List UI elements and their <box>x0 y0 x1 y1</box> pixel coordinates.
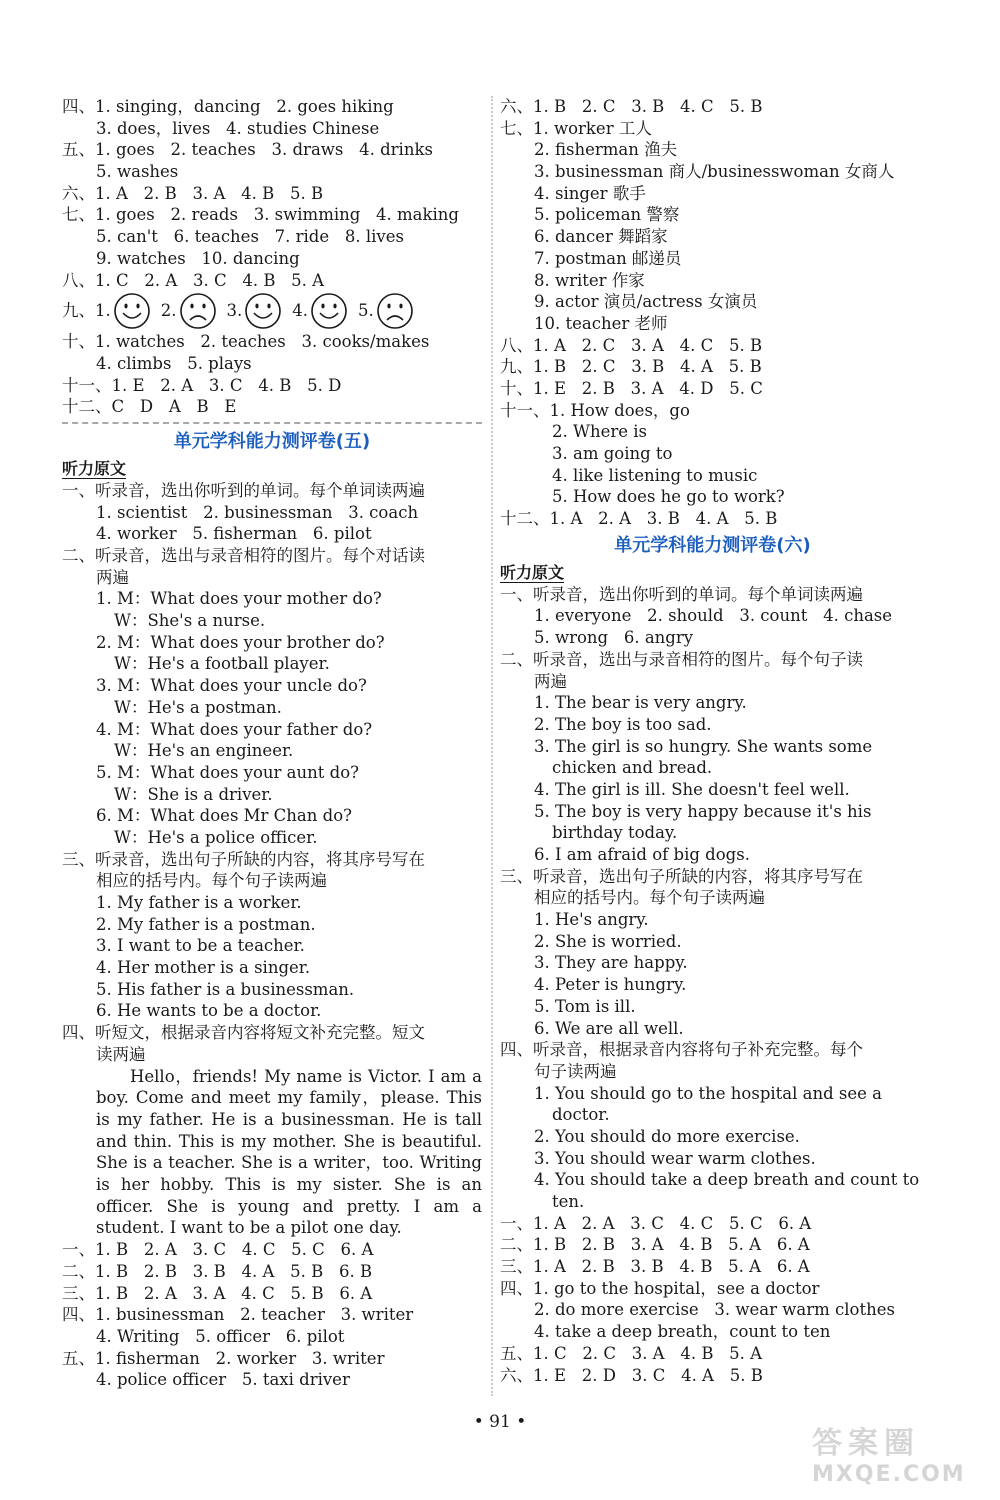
text-line: 两遍 <box>96 567 129 587</box>
faces-row <box>62 291 482 331</box>
text-line: 五、1. C 2. C 3. A 4. B 5. A <box>500 1343 763 1363</box>
text-line: 3. They are happy. <box>534 953 688 973</box>
face-item <box>358 291 414 331</box>
face-number: 3. <box>226 301 243 321</box>
text-line: 3. I want to be a teacher. <box>96 936 305 956</box>
face-item <box>292 291 348 331</box>
text-line: 10. teacher 老师 <box>534 313 668 333</box>
text-line: 1. everyone 2. should 3. count 4. chase <box>534 606 893 626</box>
text-line: 3. does，lives 4. studies Chinese <box>96 118 380 138</box>
text-line: 九、1. B 2. C 3. B 4. A 5. B <box>500 357 762 377</box>
listening-script-5 <box>62 480 482 1066</box>
section-title-5: 单元学科能力测评卷(五) <box>173 430 371 452</box>
watermark-logo <box>812 1418 982 1488</box>
text-line: 4. singer 歌手 <box>534 183 646 203</box>
text-line: 1. scientist 2. businessman 3. coach <box>96 502 419 522</box>
text-line: 二、听录音，选出与录音相符的图片。每个句子读 <box>500 649 863 669</box>
smiley-face-icon <box>113 292 151 330</box>
text-line: 句子读两遍 <box>534 1061 617 1081</box>
text-line: 六、1. A 2. B 3. A 4. B 5. B <box>62 183 324 203</box>
text-line: 2. M：What does your brother do? <box>96 632 385 652</box>
sad-face-icon <box>376 292 414 330</box>
text-line: 十一、1. How does，go <box>500 400 690 420</box>
text-line: 相应的括号内。每个句子读两遍 <box>96 871 327 891</box>
text-line: 2. Where is <box>552 422 647 442</box>
text-line: 四、听短文，根据录音内容将短文补充完整。短文 <box>62 1023 425 1043</box>
text-line: W：He's a football player. <box>114 654 330 674</box>
text-line: 一、1. A 2. A 3. C 4. C 5. C 6. A <box>500 1213 812 1233</box>
text-line: 9. watches 10. dancing <box>96 248 300 268</box>
text-line: 十一、1. E 2. A 3. C 4. B 5. D <box>62 375 342 395</box>
text-line: 5. The boy is very happy because it's his <box>534 801 872 821</box>
text-line: 四、1. businessman 2. teacher 3. writer <box>62 1305 414 1325</box>
answers-unit5-cont <box>500 96 925 530</box>
section-title-6: 单元学科能力测评卷(六) <box>614 534 811 556</box>
text-line: 8. writer 作家 <box>534 270 645 290</box>
text-line: doctor. <box>552 1105 610 1125</box>
text-line: 6. dancer 舞蹈家 <box>534 227 668 247</box>
text-line: 3. am going to <box>552 444 673 463</box>
text-line: 2. My father is a postman. <box>96 914 316 934</box>
text-line: 3. The girl is so hungry. She wants some <box>534 736 873 756</box>
text-line: 3. businessman 商人/businesswoman 女商人 <box>534 162 895 182</box>
text-line: 1. The bear is very angry. <box>534 693 747 713</box>
text-line: 4. worker 5. fisherman 6. pilot <box>96 524 372 544</box>
text-line: 七、1. worker 工人 <box>500 118 652 138</box>
text-line: 一、1. B 2. A 3. C 4. C 5. C 6. A <box>62 1240 374 1260</box>
text-line: 4. Writing 5. officer 6. pilot <box>96 1326 345 1346</box>
text-line: 9. actor 演员/actress 女演员 <box>534 292 758 312</box>
watermark-top-text: 答案圈 <box>812 1426 920 1461</box>
text-line: 2. She is worried. <box>534 931 682 951</box>
listening-script-heading-6: 听力原文 <box>500 562 565 582</box>
text-line: 4. M：What does your father do? <box>96 719 373 739</box>
listening-script-6 <box>500 584 925 1386</box>
text-line: 3. M：What does your uncle do? <box>96 676 367 696</box>
section-divider <box>62 422 482 424</box>
text-line: 5. How does he go to work? <box>552 487 785 507</box>
text-line: 三、听录音，选出句子所缺的内容，将其序号写在 <box>500 866 863 886</box>
text-line: 4. like listening to music <box>552 465 758 485</box>
text-line: 一、听录音，选出你听到的单词。每个单词读两遍 <box>500 584 863 604</box>
text-line: 2. You should do more exercise. <box>534 1126 800 1146</box>
text-line: 1. M：What does your mother do? <box>96 589 382 609</box>
text-line: 3. You should wear warm clothes. <box>534 1148 816 1168</box>
text-line: W：He's a postman. <box>114 697 282 717</box>
text-line: 4. climbs 5. plays <box>96 353 252 373</box>
text-line: 1. My father is a worker. <box>96 893 302 912</box>
text-line: 四、1. singing，dancing 2. goes hiking <box>62 97 394 116</box>
text-line: 4. police officer 5. taxi driver <box>96 1370 350 1390</box>
text-line: 6. He wants to be a doctor. <box>96 1001 322 1021</box>
sad-face-icon <box>179 292 217 330</box>
face-number: 2. <box>160 301 177 321</box>
text-line: W：He's a police officer. <box>114 827 318 847</box>
text-line: 十二、C D A B E <box>62 397 237 417</box>
page-number: • 91 • <box>473 1412 527 1432</box>
watermark-bottom-text: MXQE.COM <box>812 1462 966 1487</box>
text-line: 三、1. A 2. B 3. B 4. B 5. A 6. A <box>500 1257 810 1277</box>
faces-prefix: 九、 <box>62 301 95 321</box>
text-line: 相应的括号内。每个句子读两遍 <box>534 888 765 908</box>
smiley-face-icon <box>310 292 348 330</box>
text-line: 4. take a deep breath，count to ten <box>534 1322 831 1342</box>
text-line: 十、1. watches 2. teaches 3. cooks/makes <box>62 332 430 352</box>
text-line: 5. His father is a businessman. <box>96 979 355 999</box>
text-line: 5. policeman 警察 <box>534 205 680 225</box>
text-line: 三、听录音，选出句子所缺的内容，将其序号写在 <box>62 849 425 869</box>
text-line: 六、1. B 2. C 3. B 4. C 5. B <box>500 97 763 116</box>
text-line: W：She's a nurse. <box>114 611 266 631</box>
text-line: ten. <box>552 1192 585 1211</box>
text-line: 六、1. E 2. D 3. C 4. A 5. B <box>500 1365 763 1385</box>
text-line: 6. M：What does Mr Chan do? <box>96 806 352 826</box>
face-number: 5. <box>358 301 374 321</box>
text-line: 十、1. E 2. B 3. A 4. D 5. C <box>500 378 763 398</box>
text-line: 七、1. goes 2. reads 3. swimming 4. making <box>62 205 459 225</box>
face-number: 1. <box>95 301 111 321</box>
text-line: 二、听录音，选出与录音相符的图片。每个对话读 <box>62 546 425 565</box>
text-line: 五、1. fisherman 2. worker 3. writer <box>62 1348 385 1368</box>
text-line: 5. washes <box>96 162 179 182</box>
text-line: 2. The boy is too sad. <box>534 714 712 734</box>
text-line: 4. Her mother is a singer. <box>96 958 311 978</box>
text-line: 1. He's angry. <box>534 910 649 930</box>
smiley-face-icon <box>244 292 282 330</box>
text-line: 2. fisherman 渔夫 <box>534 140 678 160</box>
text-line: 三、1. B 2. A 3. A 4. C 5. B 6. A <box>62 1283 373 1303</box>
text-line: W：She is a driver. <box>114 784 273 804</box>
text-line: 四、1. go to the hospital，see a doctor <box>500 1278 820 1298</box>
text-line: birthday today. <box>552 823 678 843</box>
text-line: 5. M：What does your aunt do? <box>96 762 359 782</box>
text-line: 二、1. B 2. B 3. A 4. B 5. A 6. A <box>500 1235 810 1255</box>
text-line: 读两遍 <box>96 1044 146 1064</box>
passage-text: Hello，friends! My name is Victor. I am a boy. Come and meet my family，please. This is my father. He is a businessman. He is tall and thin. This is my mother. She is beautiful. She is a teacher. She is a writer，too. Writing is her hobby. This is my sister. She is an officer. She is young and pretty. I am a student. I want to be a pilot one day. <box>96 1066 482 1238</box>
face-number: 4. <box>292 301 308 321</box>
right-column <box>500 96 925 1386</box>
text-line: 5. Tom is ill. <box>534 996 636 1016</box>
answers-unit4-cont <box>62 331 482 418</box>
text-line: 八、1. C 2. A 3. C 4. B 5. A <box>62 270 325 290</box>
text-line: chicken and bread. <box>552 758 713 778</box>
text-line: 五、1. goes 2. teaches 3. draws 4. drinks <box>62 140 433 160</box>
text-line: 6. We are all well. <box>534 1018 684 1038</box>
column-divider <box>491 96 493 1396</box>
text-line: 两遍 <box>534 671 567 691</box>
answers-unit4 <box>62 96 482 291</box>
text-line: 1. You should go to the hospital and see a <box>534 1083 883 1103</box>
text-line: 6. I am afraid of big dogs. <box>534 845 750 864</box>
text-line: 5. can't 6. teaches 7. ride 8. lives <box>96 227 404 247</box>
text-line: 4. Peter is hungry. <box>534 975 687 995</box>
text-line: 5. wrong 6. angry <box>534 628 694 648</box>
text-line: 7. postman 邮递员 <box>534 248 682 268</box>
face-item <box>227 291 283 331</box>
face-item <box>95 291 151 331</box>
text-line: 2. do more exercise 3. wear warm clothes <box>534 1300 895 1320</box>
text-line: 4. You should take a deep breath and count to <box>534 1170 920 1190</box>
text-line: 四、听录音，根据录音内容将句子补充完整。每个 <box>500 1040 863 1060</box>
text-line: 4. The girl is ill. She doesn't feel well. <box>534 779 850 799</box>
listening-script-heading: 听力原文 <box>62 458 127 478</box>
text-line: 一、听录音，选出你听到的单词。每个单词读两遍 <box>62 480 425 500</box>
text-line: W：He's an engineer. <box>114 741 294 761</box>
face-item <box>161 291 217 331</box>
text-line: 二、1. B 2. B 3. B 4. A 5. B 6. B <box>62 1261 373 1281</box>
left-column <box>62 96 482 1391</box>
text-line: 十二、1. A 2. A 3. B 4. A 5. B <box>500 509 778 529</box>
text-line: 八、1. A 2. C 3. A 4. C 5. B <box>500 335 763 355</box>
answers-unit5 <box>62 1239 482 1391</box>
